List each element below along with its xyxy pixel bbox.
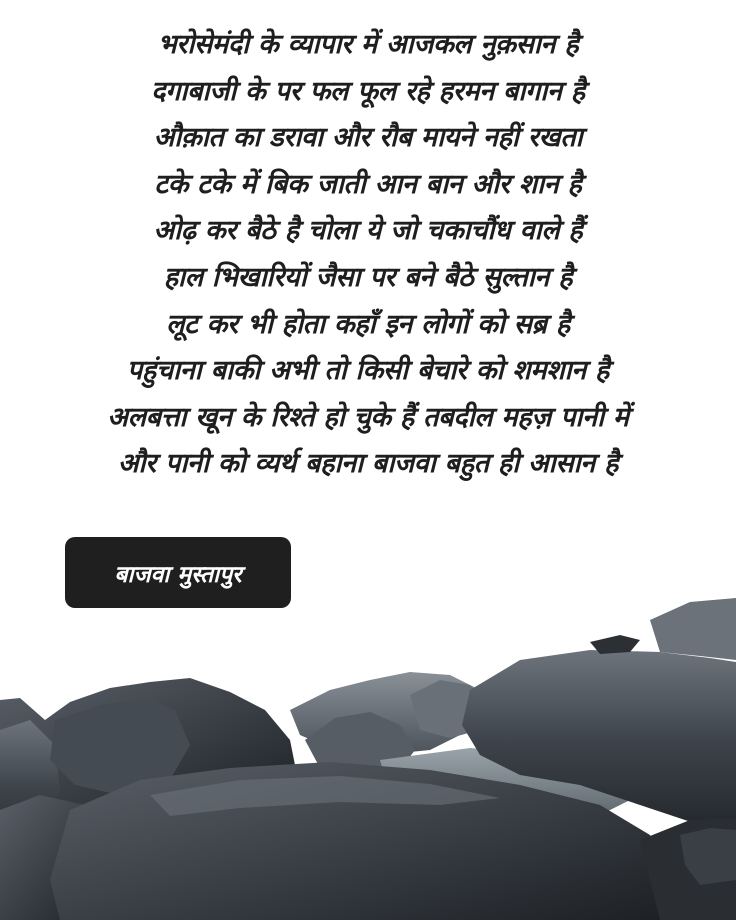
poem-line: टके टके में बिक जाती आन बान और शान है [154,168,582,200]
rocks-illustration [0,580,736,920]
author-name: बाजवा मुस्तापुर [114,561,242,588]
poem-line: लूट कर भी होता कहाँ इन लोगों को सब्र है [166,308,570,340]
poem-line: दगाबाजी के पर फल फूल रहे हरमन बागान है [151,75,585,107]
poem-line: भरोसेमंदी के व्यापार में आजकल नुक़सान है [157,29,579,60]
poem-line: हाल भिखारियों जैसा पर बने बैठे सुल्तान है [163,261,573,293]
poem-line: अलबत्ता खून के रिश्ते हो चुके हैं तबदील महज़ पानी में [107,401,629,433]
rock-right-top [650,598,736,660]
poem-line: ओढ़ कर बैठे है चोला ये जो चकाचौंध वाले हैं [153,215,583,247]
poem-line: औक़ात का डरावा और रौब मायने नहीं रखता [153,122,583,154]
poem-text [0,22,736,488]
poem-line: और पानी को व्यर्थ बहाना बाजवा बहुत ही आसान है [117,448,619,480]
poem-line: पहुंचाना बाकी अभी तो किसी बेचारे को शमशान है [126,355,610,387]
